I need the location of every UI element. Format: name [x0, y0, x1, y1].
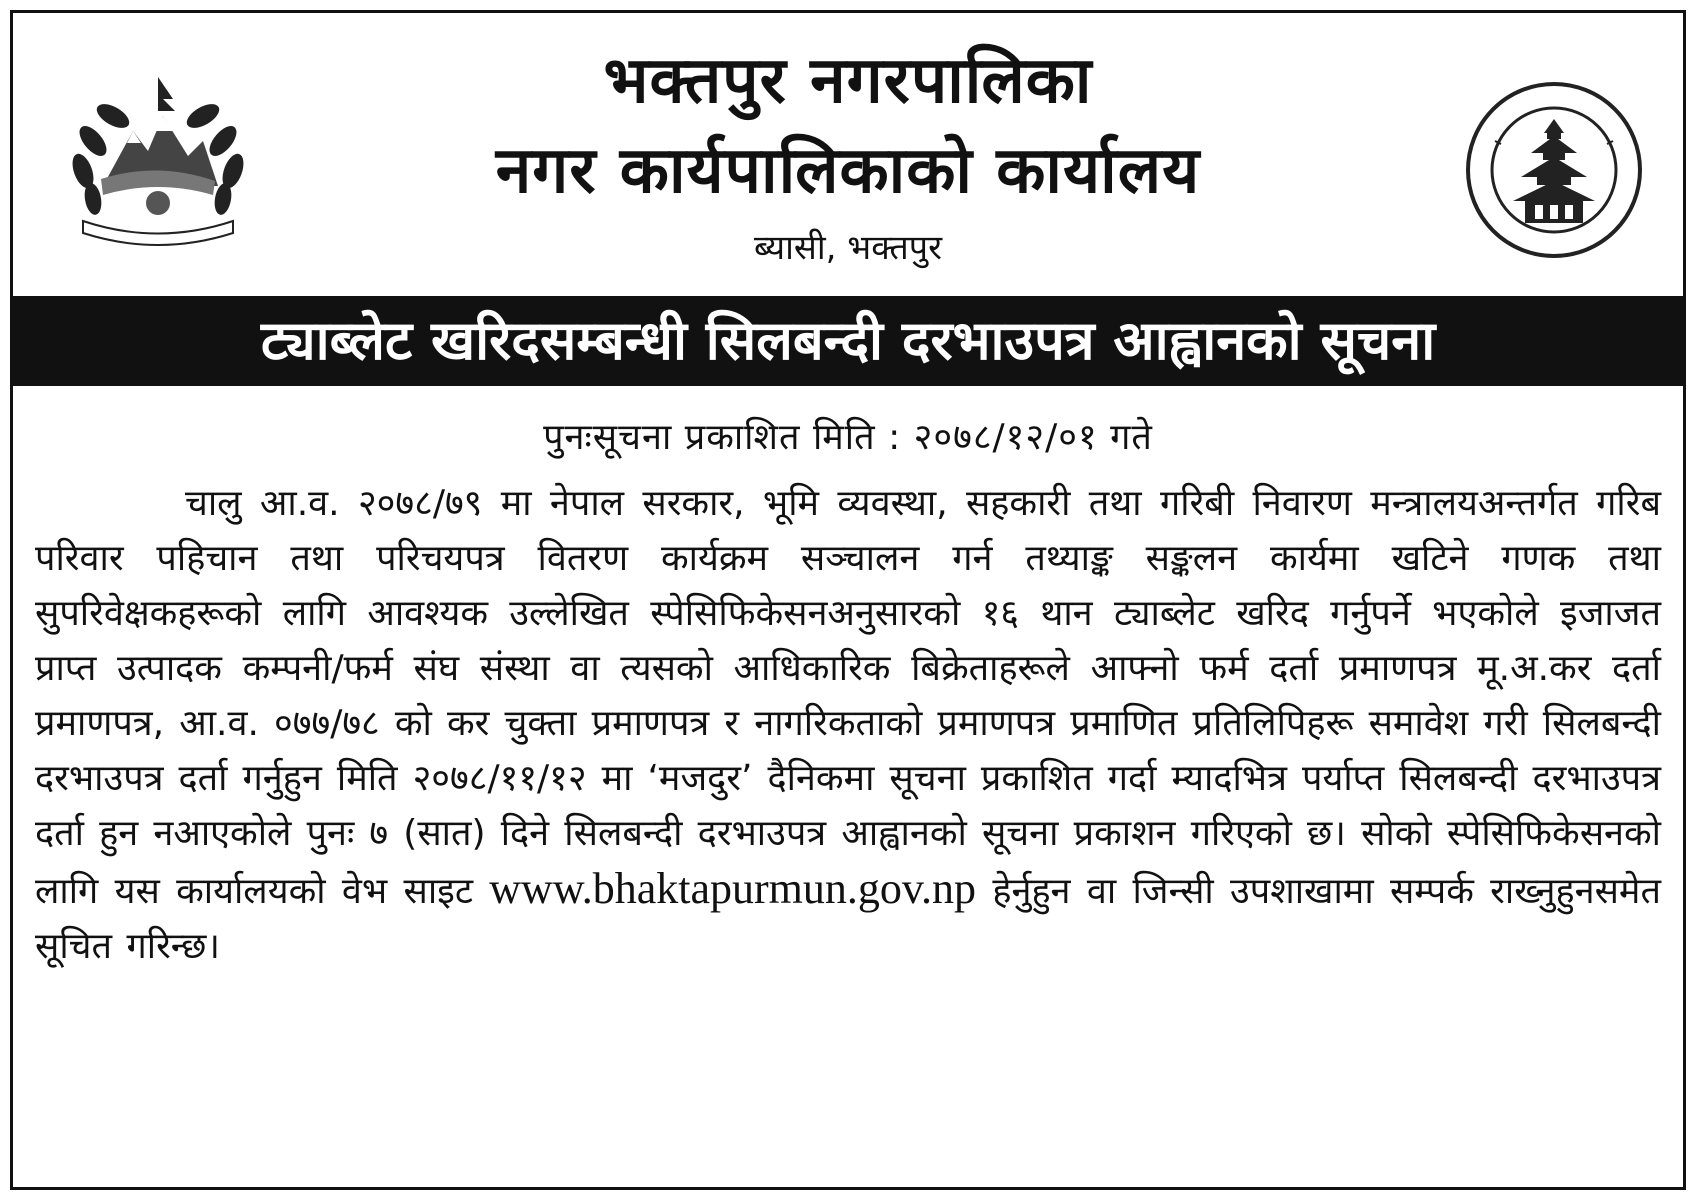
republished-date: पुनःसूचना प्रकाशित मिति : २०७८/१२/०१ गते	[543, 417, 1153, 458]
notice-title-banner: ट्याब्लेट खरिदसम्बन्धी सिलबन्दी दरभाउपत्र आह्वानको सूचना	[13, 296, 1683, 386]
office-name: नगर कार्यपालिकाको कार्यालय	[495, 134, 1201, 208]
office-address: ब्यासी, भक्तपुर	[753, 228, 943, 268]
organization-name: भक्तपुर नगरपालिका	[603, 44, 1093, 118]
notice-frame	[10, 10, 1686, 1190]
notice-body	[35, 476, 1661, 974]
notice-body-part-1: चालु आ.व. २०७८/७९ मा नेपाल सरकार, भूमि व्यवस्था, सहकारी तथा गरिबी निवारण मन्त्रालयअन्तर्गत गरिब परिवार पहिचान तथा परिचयपत्र वितरण कार्यक्रम सञ्चालन गर्न तथ्याङ्क सङ्कलन कार्यमा खटिने गणक तथा सुपरिवेक्षकहरूको लागि आवश्यक उल्लेखित स्पेसिफिकेसनअनुसारको १६ थान ट्याब्लेट खरिद गर्नुपर्ने भएकोले इजाजत प्राप्त उत्पादक कम्पनी/फर्म संघ संस्था वा त्यसको आधिकारिक बिक्रेताहरूले आफ्नो फर्म दर्ता प्रमाणपत्र मू.अ.कर दर्ता प्रमाणपत्र, आ.व. ०७७/७८ को कर चुक्ता प्रमाणपत्र र नागरिकताको प्रमाणपत्र प्रमाणित प्रतिलिपिहरू समावेश गरी सिलबन्दी दरभाउपत्र दर्ता गर्नुहुन मिति २०७८/११/१२ मा ‘मजदुर’ दैनिकमा सूचना प्रकाशित गर्दा म्यादभित्र पर्याप्त सिलबन्दी दरभाउपत्र दर्ता हुन नआएकोले पुनः ७ (सात) दिने सिलबन्दी दरभाउपत्र आह्वानको सूचना प्रकाशन गरिएको छ। सोको स्पेसिफिकेसनको लागि यस कार्यालयको वेभ साइट	[35, 483, 1661, 912]
bhaktapur-municipality-logo-icon	[1465, 81, 1643, 259]
website-link[interactable]: www.bhaktapurmun.gov.np	[489, 864, 977, 913]
notice-header	[13, 13, 1683, 293]
notice-body-part-2: हेर्नुहुन वा जिन्सी उपशाखामा सम्पर्क राख्नुहुनसमेत सूचित गरिन्छ।	[35, 871, 1661, 967]
